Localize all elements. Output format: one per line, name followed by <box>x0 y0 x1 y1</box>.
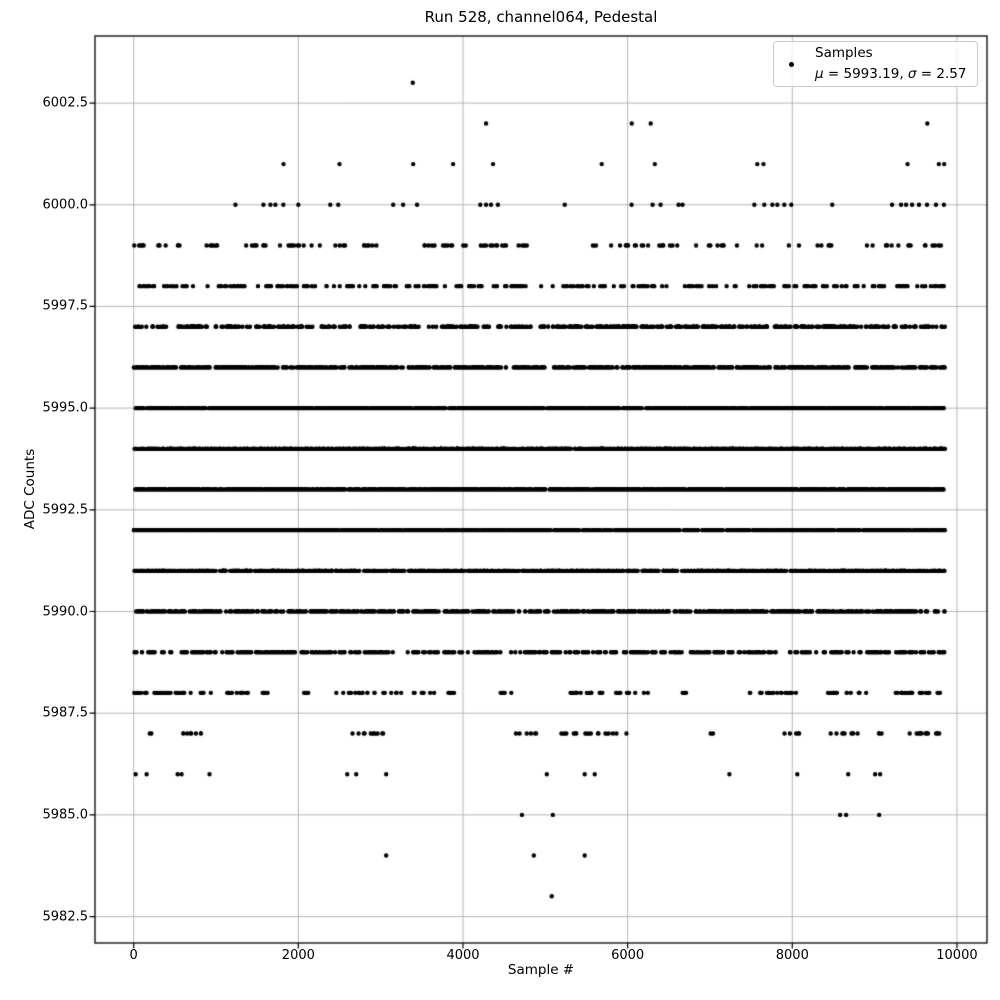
y-tick-label: 5997.5 <box>42 298 88 314</box>
x-tick-label: 6000 <box>611 948 645 963</box>
x-tick-label: 4000 <box>446 948 480 963</box>
y-tick-label: 5990.0 <box>42 604 88 620</box>
x-tick-label: 10000 <box>936 948 978 963</box>
y-tick-label: 5982.5 <box>42 909 88 925</box>
y-tick-label: 5995.0 <box>42 400 88 416</box>
y-tick-label: 6000.0 <box>42 197 88 213</box>
x-axis-label: Sample # <box>507 962 575 978</box>
legend-label: Samples <box>815 45 873 61</box>
y-tick-label: 5987.5 <box>42 705 88 721</box>
samples-marker-icon <box>789 62 794 67</box>
y-tick-label: 5992.5 <box>42 502 88 518</box>
y-axis-label: ADC Counts <box>22 448 38 530</box>
x-tick-label: 8000 <box>775 948 809 963</box>
x-tick-label: 0 <box>129 948 138 963</box>
legend <box>773 41 978 87</box>
y-tick-label: 6002.5 <box>42 95 88 111</box>
x-tick-label: 2000 <box>281 948 315 963</box>
chart-title: Run 528, channel064, Pedestal <box>424 8 658 26</box>
legend-stats: μ = 5993.19, σ = 2.57 <box>815 66 967 82</box>
y-tick-label: 5985.0 <box>42 807 88 823</box>
